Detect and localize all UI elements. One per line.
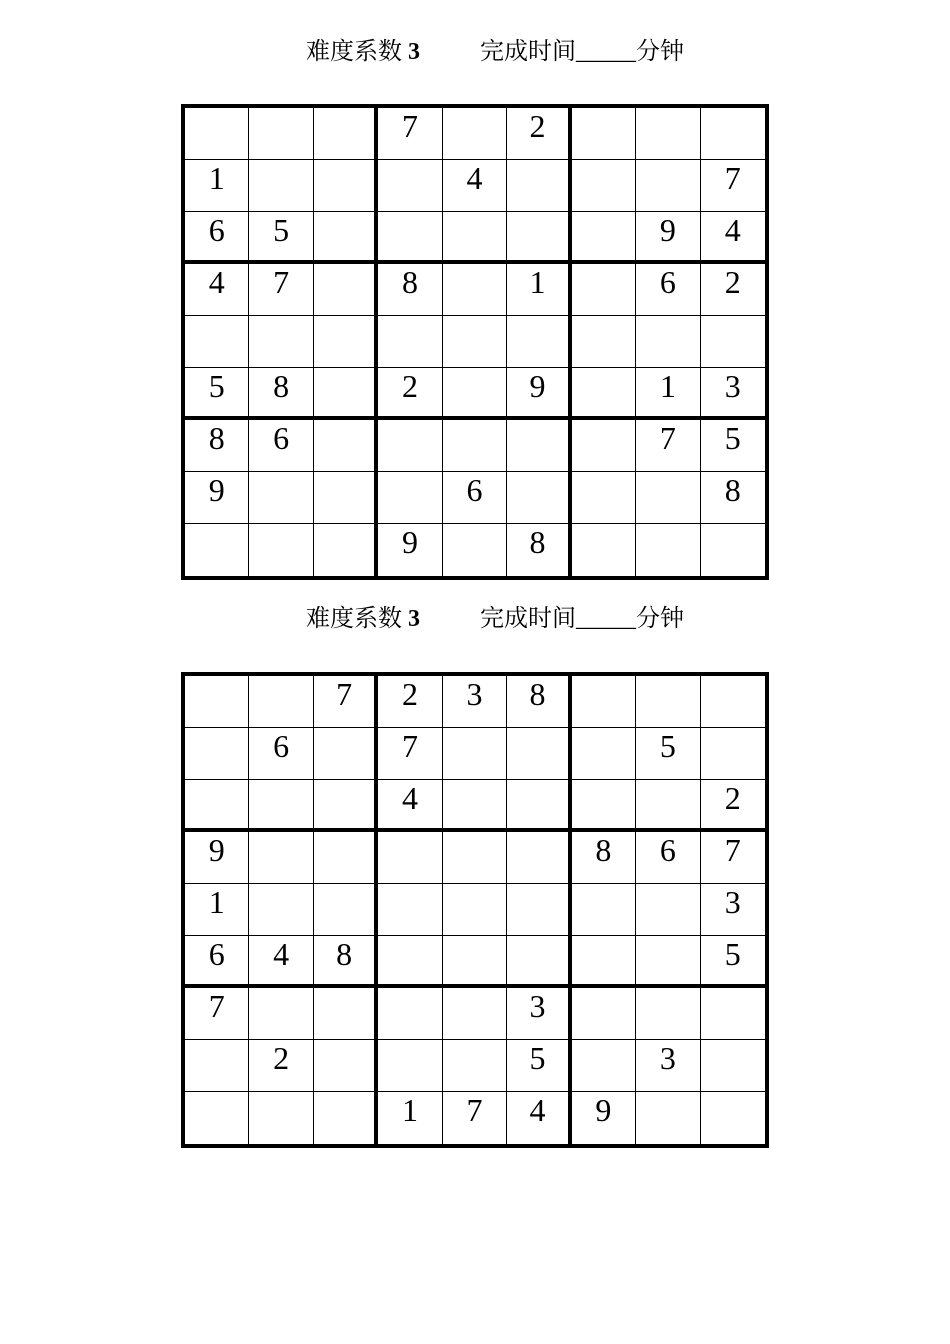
difficulty-label: 难度系数 3: [306, 39, 420, 65]
sudoku-cell[interactable]: [701, 524, 765, 576]
sudoku-cell[interactable]: [443, 988, 507, 1040]
sudoku-cell[interactable]: [572, 212, 636, 264]
sudoku-cell[interactable]: 8: [314, 936, 378, 988]
sudoku-cell[interactable]: [378, 420, 442, 472]
sudoku-cell[interactable]: [701, 676, 765, 728]
sudoku-cell[interactable]: 3: [701, 368, 765, 420]
sudoku-cell[interactable]: [572, 988, 636, 1040]
sudoku-cell[interactable]: 5: [701, 420, 765, 472]
sudoku-cell[interactable]: 1: [378, 1092, 442, 1144]
difficulty-value: 3: [408, 39, 420, 65]
sudoku-cell[interactable]: [701, 1040, 765, 1092]
sudoku-cell[interactable]: [443, 728, 507, 780]
sudoku-cell[interactable]: [507, 160, 571, 212]
sudoku-cell[interactable]: [572, 936, 636, 988]
sudoku-cell[interactable]: [249, 832, 313, 884]
sudoku-cell[interactable]: 9: [185, 472, 249, 524]
sudoku-cell[interactable]: [507, 936, 571, 988]
sudoku-cell[interactable]: [378, 1040, 442, 1092]
sudoku-cell[interactable]: 8: [572, 832, 636, 884]
sudoku-cell[interactable]: 4: [443, 160, 507, 212]
sudoku-cell[interactable]: [636, 780, 700, 832]
sudoku-cell[interactable]: [572, 316, 636, 368]
sudoku-cell[interactable]: [443, 936, 507, 988]
sudoku-cell[interactable]: [443, 316, 507, 368]
sudoku-cell[interactable]: [636, 988, 700, 1040]
sudoku-grid-1: [181, 104, 769, 580]
sudoku-cell[interactable]: 7: [701, 832, 765, 884]
sudoku-cell[interactable]: 2: [378, 368, 442, 420]
sudoku-cell[interactable]: 7: [378, 108, 442, 160]
sudoku-cell[interactable]: [636, 1092, 700, 1144]
sudoku-cell[interactable]: [378, 832, 442, 884]
sudoku-cell[interactable]: 1: [507, 264, 571, 316]
sudoku-cell[interactable]: [249, 780, 313, 832]
sudoku-cell[interactable]: 9: [378, 524, 442, 576]
puzzle-2-heading: [0, 603, 950, 635]
sudoku-cell[interactable]: 8: [378, 264, 442, 316]
sudoku-cell[interactable]: 6: [249, 728, 313, 780]
sudoku-cell[interactable]: [314, 832, 378, 884]
sudoku-cell[interactable]: 4: [378, 780, 442, 832]
sudoku-cell[interactable]: 1: [185, 160, 249, 212]
sudoku-cell[interactable]: [249, 108, 313, 160]
sudoku-cell[interactable]: [636, 108, 700, 160]
sudoku-cell[interactable]: [701, 316, 765, 368]
time-label: 完成时间_____分钟: [480, 606, 684, 632]
sudoku-cell[interactable]: [249, 988, 313, 1040]
sudoku-cell[interactable]: [249, 524, 313, 576]
sudoku-cell[interactable]: [314, 1092, 378, 1144]
sudoku-cell[interactable]: 7: [249, 264, 313, 316]
sudoku-cell[interactable]: [314, 368, 378, 420]
sudoku-cell[interactable]: [185, 1092, 249, 1144]
sudoku-cell[interactable]: 1: [185, 884, 249, 936]
sudoku-cell[interactable]: 7: [378, 728, 442, 780]
sudoku-cell[interactable]: 4: [185, 264, 249, 316]
sudoku-cell[interactable]: [378, 472, 442, 524]
sudoku-cell[interactable]: [701, 728, 765, 780]
sudoku-cell[interactable]: [314, 728, 378, 780]
sudoku-cell[interactable]: [636, 316, 700, 368]
puzzle-1-heading: [0, 36, 950, 68]
sudoku-cell[interactable]: [378, 160, 442, 212]
sudoku-cell[interactable]: 6: [185, 212, 249, 264]
sudoku-cell[interactable]: 5: [636, 728, 700, 780]
sudoku-cell[interactable]: 5: [507, 1040, 571, 1092]
sudoku-cell[interactable]: 8: [507, 524, 571, 576]
sudoku-cell[interactable]: [701, 1092, 765, 1144]
sudoku-cell[interactable]: [572, 1040, 636, 1092]
sudoku-cell[interactable]: 1: [636, 368, 700, 420]
sudoku-cell[interactable]: [185, 1040, 249, 1092]
sudoku-cell[interactable]: [314, 420, 378, 472]
sudoku-cell[interactable]: [443, 832, 507, 884]
sudoku-cell[interactable]: [314, 316, 378, 368]
sudoku-cell[interactable]: 2: [701, 264, 765, 316]
sudoku-cell[interactable]: 2: [507, 108, 571, 160]
sudoku-cell[interactable]: 7: [314, 676, 378, 728]
sudoku-cell[interactable]: 8: [507, 676, 571, 728]
sudoku-cell[interactable]: 9: [572, 1092, 636, 1144]
sudoku-cell[interactable]: [249, 316, 313, 368]
sudoku-cell[interactable]: [572, 420, 636, 472]
sudoku-cell[interactable]: [314, 988, 378, 1040]
sudoku-cell[interactable]: [314, 264, 378, 316]
sudoku-cell[interactable]: [572, 472, 636, 524]
sudoku-cell[interactable]: [572, 524, 636, 576]
sudoku-cell[interactable]: 5: [185, 368, 249, 420]
sudoku-cell[interactable]: [314, 524, 378, 576]
sudoku-cell[interactable]: [507, 316, 571, 368]
sudoku-cell[interactable]: 7: [443, 1092, 507, 1144]
sudoku-cell[interactable]: 3: [701, 884, 765, 936]
sudoku-cell[interactable]: 7: [185, 988, 249, 1040]
sudoku-cell[interactable]: 6: [636, 832, 700, 884]
sudoku-cell[interactable]: [636, 884, 700, 936]
sudoku-cell[interactable]: 6: [443, 472, 507, 524]
sudoku-cell[interactable]: [507, 472, 571, 524]
sudoku-cell[interactable]: [443, 884, 507, 936]
sudoku-cell[interactable]: 8: [701, 472, 765, 524]
sudoku-cell[interactable]: 6: [185, 936, 249, 988]
sudoku-cell[interactable]: 3: [507, 988, 571, 1040]
sudoku-cell[interactable]: 9: [636, 212, 700, 264]
sudoku-cell[interactable]: [185, 108, 249, 160]
sudoku-cell[interactable]: [185, 316, 249, 368]
sudoku-cell[interactable]: [378, 988, 442, 1040]
sudoku-cell[interactable]: 2: [249, 1040, 313, 1092]
sudoku-cell[interactable]: [185, 780, 249, 832]
sudoku-cell[interactable]: [443, 524, 507, 576]
sudoku-cell[interactable]: [636, 160, 700, 212]
sudoku-cell[interactable]: [314, 780, 378, 832]
sudoku-cell[interactable]: [249, 1092, 313, 1144]
sudoku-cell[interactable]: 8: [249, 368, 313, 420]
sudoku-cell[interactable]: [185, 728, 249, 780]
sudoku-cell[interactable]: [572, 780, 636, 832]
sudoku-cell[interactable]: [507, 884, 571, 936]
sudoku-cell[interactable]: 8: [185, 420, 249, 472]
difficulty-value: 3: [408, 606, 420, 632]
sudoku-cell[interactable]: [314, 472, 378, 524]
sudoku-cell[interactable]: [185, 676, 249, 728]
sudoku-cell[interactable]: [314, 212, 378, 264]
sudoku-cell[interactable]: 4: [701, 212, 765, 264]
sudoku-cell[interactable]: 7: [701, 160, 765, 212]
sudoku-cell[interactable]: [572, 728, 636, 780]
sudoku-cell[interactable]: [636, 936, 700, 988]
sudoku-cell[interactable]: 3: [443, 676, 507, 728]
sudoku-cell[interactable]: 3: [636, 1040, 700, 1092]
sudoku-cell[interactable]: [572, 108, 636, 160]
sudoku-cell[interactable]: [572, 676, 636, 728]
sudoku-cell[interactable]: [314, 1040, 378, 1092]
sudoku-cell[interactable]: [314, 160, 378, 212]
sudoku-cell[interactable]: [314, 884, 378, 936]
sudoku-cell[interactable]: [636, 676, 700, 728]
sudoku-cell[interactable]: [443, 212, 507, 264]
sudoku-cell[interactable]: [443, 108, 507, 160]
sudoku-cell[interactable]: [443, 780, 507, 832]
difficulty-label: 难度系数 3: [306, 606, 420, 632]
sudoku-cell[interactable]: [378, 936, 442, 988]
sudoku-cell[interactable]: [701, 108, 765, 160]
sudoku-cell[interactable]: [249, 884, 313, 936]
sudoku-cell[interactable]: [249, 160, 313, 212]
sudoku-cell[interactable]: 5: [701, 936, 765, 988]
sudoku-cell[interactable]: [507, 780, 571, 832]
sudoku-cell[interactable]: [507, 420, 571, 472]
sudoku-grid-2: [181, 672, 769, 1148]
sudoku-cell[interactable]: 6: [636, 264, 700, 316]
sudoku-cell[interactable]: 2: [378, 676, 442, 728]
sudoku-cell[interactable]: 7: [636, 420, 700, 472]
sudoku-cell[interactable]: [378, 316, 442, 368]
sudoku-cell[interactable]: 9: [507, 368, 571, 420]
sudoku-cell[interactable]: [249, 472, 313, 524]
sudoku-cell[interactable]: 9: [185, 832, 249, 884]
sudoku-cell[interactable]: [507, 832, 571, 884]
sudoku-cell[interactable]: [636, 472, 700, 524]
sudoku-cell[interactable]: [572, 160, 636, 212]
sudoku-cell[interactable]: 2: [701, 780, 765, 832]
sudoku-cell[interactable]: [572, 264, 636, 316]
sudoku-cell[interactable]: [185, 524, 249, 576]
sudoku-cell[interactable]: 5: [249, 212, 313, 264]
sudoku-cell[interactable]: [443, 368, 507, 420]
sudoku-cell[interactable]: [378, 884, 442, 936]
sudoku-cell[interactable]: [572, 884, 636, 936]
sudoku-cell[interactable]: [443, 1040, 507, 1092]
sudoku-cell[interactable]: [378, 212, 442, 264]
sudoku-cell[interactable]: 6: [249, 420, 313, 472]
sudoku-cell[interactable]: 4: [249, 936, 313, 988]
time-label: 完成时间_____分钟: [480, 39, 684, 65]
sudoku-cell[interactable]: [314, 108, 378, 160]
sudoku-cell[interactable]: [701, 988, 765, 1040]
sudoku-cell[interactable]: [249, 676, 313, 728]
sudoku-cell[interactable]: [507, 728, 571, 780]
sudoku-cell[interactable]: [443, 264, 507, 316]
sudoku-cell[interactable]: [507, 212, 571, 264]
sudoku-cell[interactable]: 4: [507, 1092, 571, 1144]
sudoku-cell[interactable]: [636, 524, 700, 576]
sudoku-cell[interactable]: [572, 368, 636, 420]
sudoku-cell[interactable]: [443, 420, 507, 472]
